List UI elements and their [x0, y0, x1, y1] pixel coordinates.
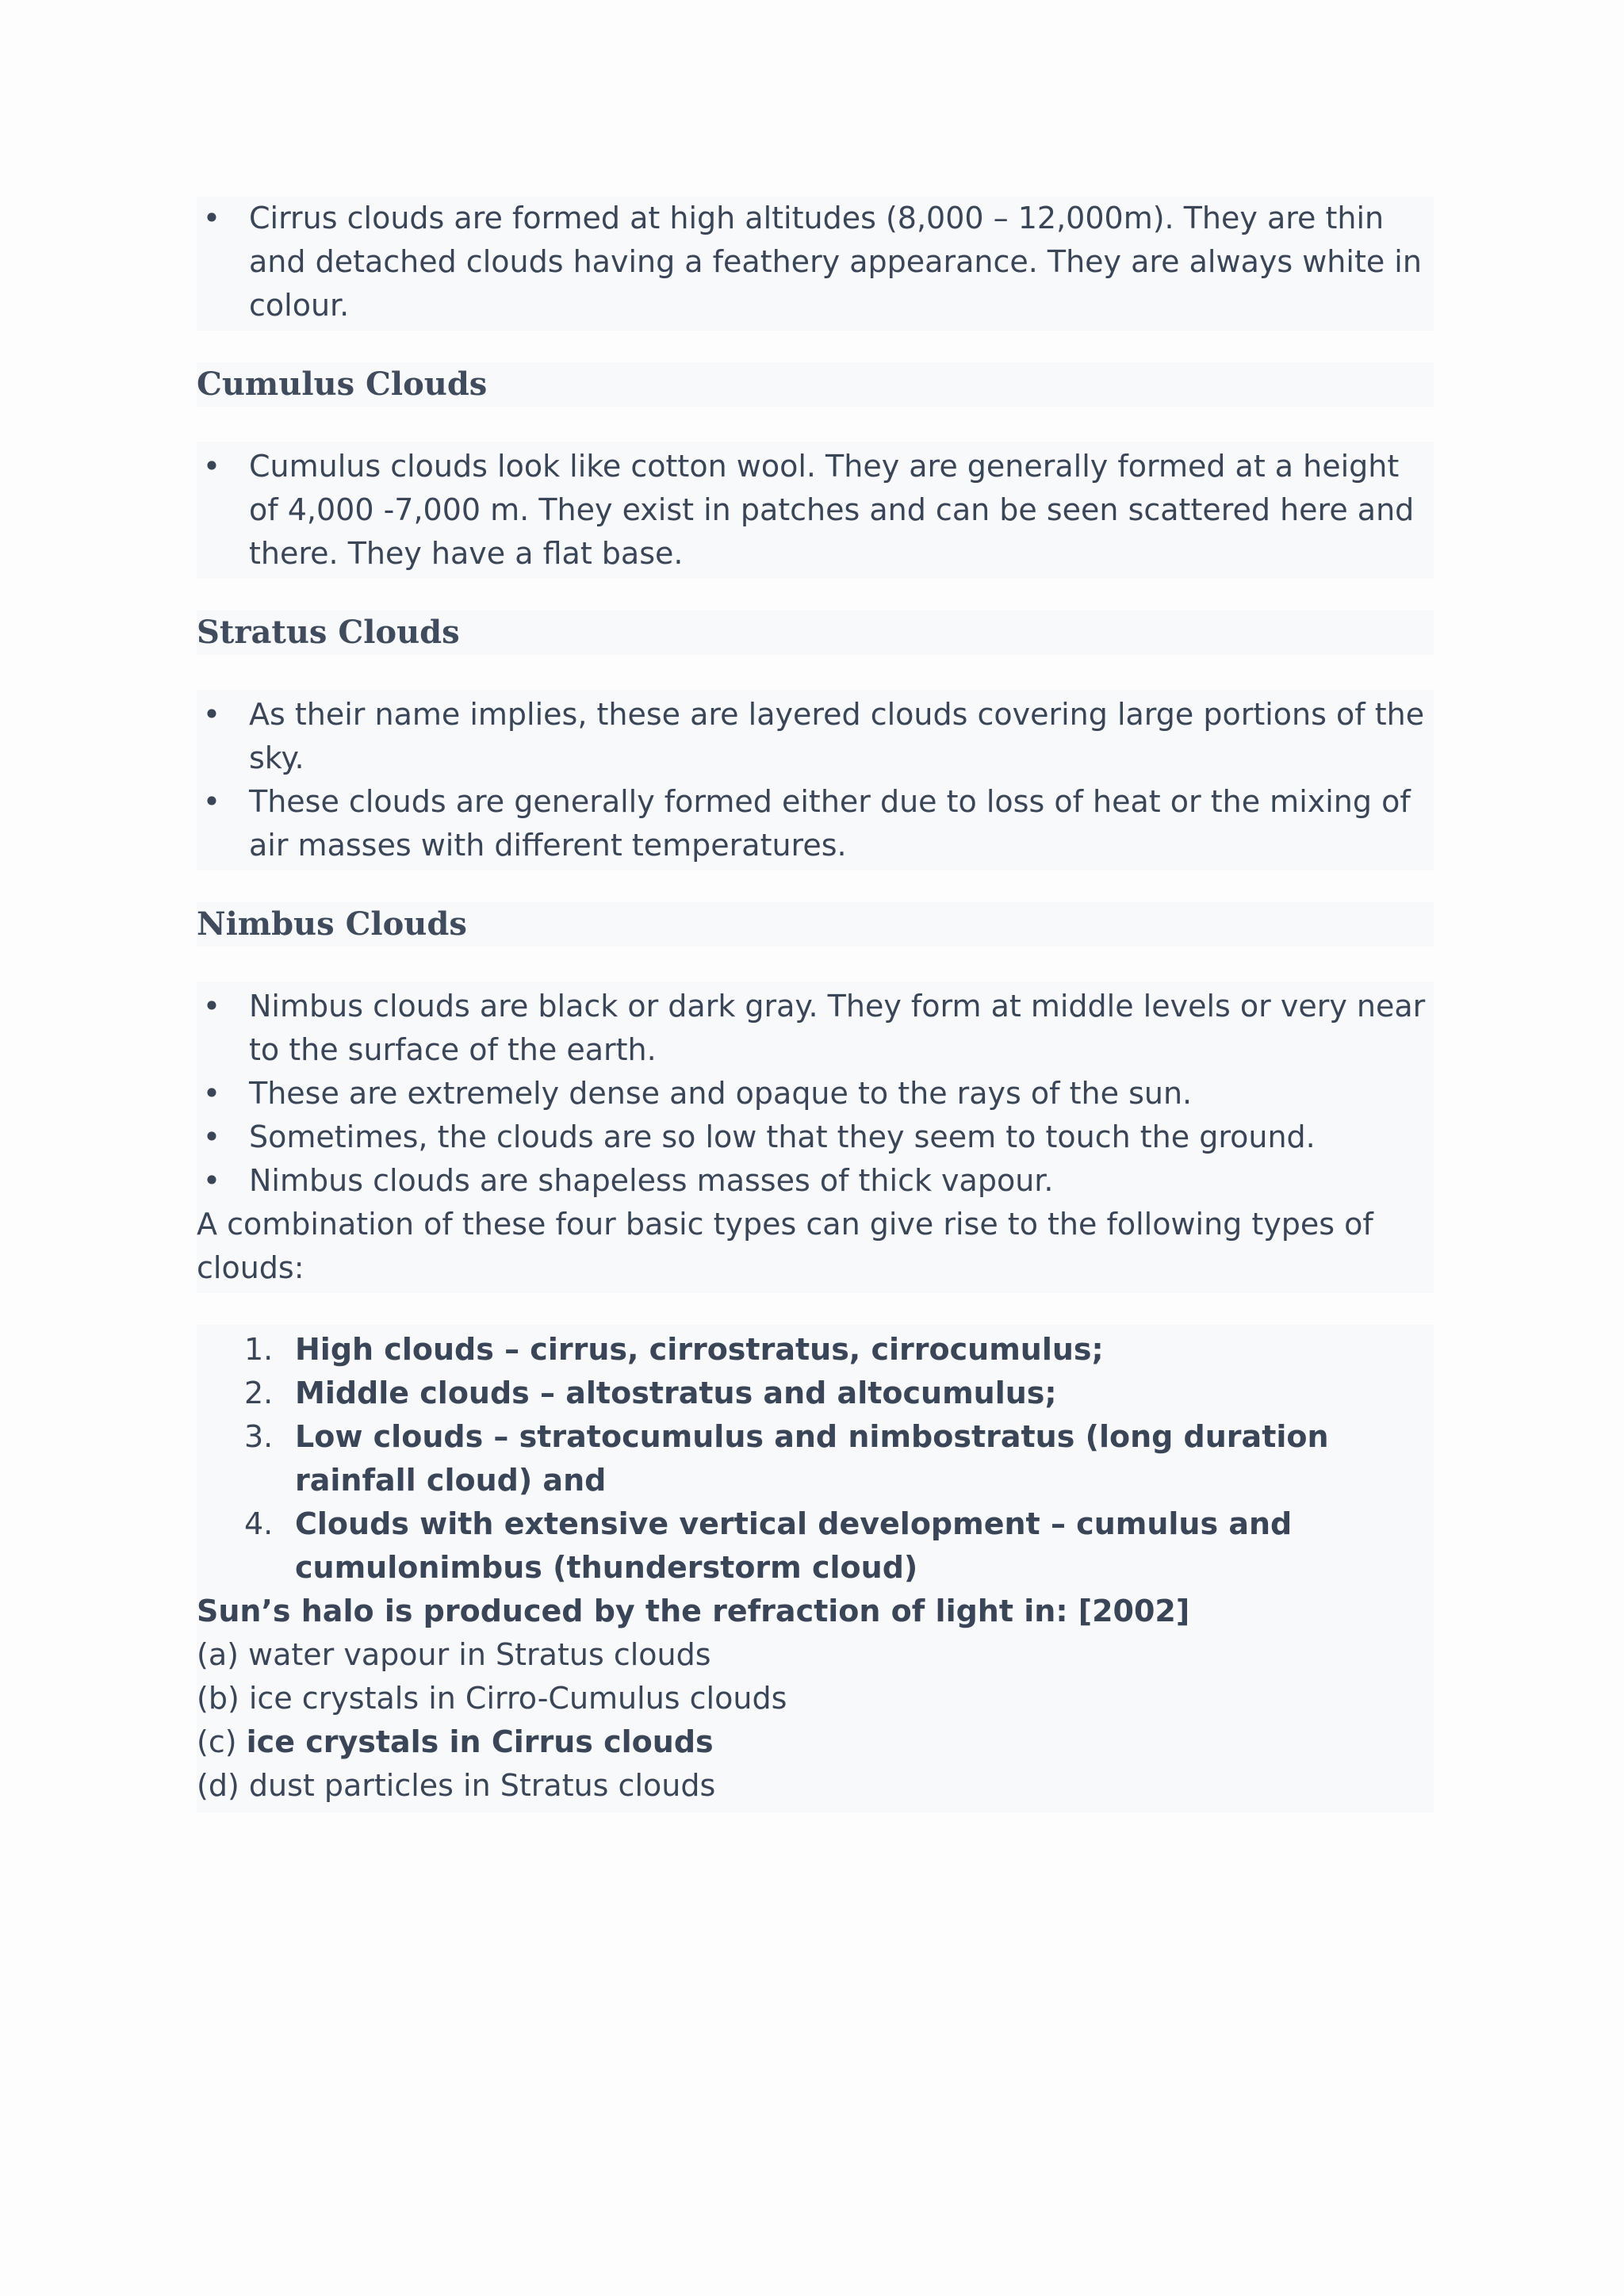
list-item-text: Cumulus clouds look like cotton wool. They are generally formed at a height of 4,000 -7,000 m. They exist in patches and can be seen scattered here and there. They have a flat base. [249, 449, 1415, 571]
cirrus-bullet-list [197, 197, 1434, 331]
list-item-text: Sometimes, the clouds are so low that they seem to touch the ground. [249, 1119, 1316, 1154]
list-number: 4. [244, 1506, 274, 1541]
option-label: (b) [197, 1681, 239, 1716]
list-item-text: High clouds – cirrus, cirrostratus, cirrocumulus; [295, 1332, 1104, 1367]
nimbus-block [197, 982, 1434, 1293]
bullet-icon: • [202, 449, 221, 484]
option-d [197, 1764, 1434, 1812]
document-content [197, 197, 1434, 1812]
list-item [197, 1415, 1434, 1502]
bullet-icon: • [202, 1163, 221, 1198]
bullet-icon: • [202, 697, 221, 732]
bullet-icon: • [202, 1076, 221, 1111]
stratus-bullet-list [197, 690, 1434, 871]
list-item-text: Nimbus clouds are black or dark gray. They form at middle levels or very near to the surface of the earth. [249, 989, 1426, 1067]
list-item [197, 1372, 1434, 1415]
list-item [197, 1159, 1434, 1203]
list-item [197, 1115, 1434, 1159]
combination-paragraph: A combination of these four basic types can give rise to the following types of clouds: [197, 1207, 1373, 1285]
list-item-text: Nimbus clouds are shapeless masses of thick vapour. [249, 1163, 1054, 1198]
option-b [197, 1677, 1434, 1720]
bullet-icon: • [202, 784, 221, 819]
bullet-icon: • [202, 1119, 221, 1154]
cloud-types-list [197, 1325, 1434, 1590]
cloud-types-block [197, 1325, 1434, 1812]
list-item [197, 1502, 1434, 1590]
list-number: 3. [244, 1419, 274, 1454]
cumulus-heading: Cumulus Clouds [197, 362, 1434, 407]
option-text: ice crystals in Cirro-Cumulus clouds [248, 1681, 787, 1716]
option-label: (d) [197, 1768, 239, 1803]
list-item-text: These are extremely dense and opaque to the rays of the sun. [249, 1076, 1193, 1111]
nimbus-heading: Nimbus Clouds [197, 902, 1434, 947]
option-text-correct: ice crystals in Cirrus clouds [246, 1724, 714, 1759]
list-number: 1. [244, 1332, 274, 1367]
stratus-heading: Stratus Clouds [197, 610, 1434, 655]
bullet-icon: • [202, 201, 221, 235]
nimbus-bullet-list [197, 982, 1434, 1203]
list-item [197, 693, 1434, 780]
list-item-text: Cirrus clouds are formed at high altitudes (8,000 – 12,000m). They are thin and detached clouds having a feathery appearance. They are always white in colour. [249, 201, 1422, 323]
option-c [197, 1720, 1434, 1764]
bullet-icon: • [202, 989, 221, 1024]
option-text: water vapour in Stratus clouds [248, 1637, 711, 1672]
list-item [197, 780, 1434, 867]
list-item [197, 445, 1434, 576]
list-item-text: Clouds with extensive vertical development – cumulus and cumulonimbus (thunderstorm cloud) [295, 1506, 1293, 1585]
list-item [197, 1328, 1434, 1372]
list-item [197, 197, 1434, 327]
list-number: 2. [244, 1376, 274, 1410]
option-label: (a) [197, 1637, 239, 1672]
cumulus-bullet-list [197, 442, 1434, 579]
list-item [197, 985, 1434, 1072]
list-item-text: Low clouds – stratocumulus and nimbostratus (long duration rainfall cloud) and [295, 1419, 1329, 1498]
option-a [197, 1633, 1434, 1677]
question-prompt: Sun’s halo is produced by the refraction of light in: [2002] [197, 1594, 1190, 1628]
option-label: (c) [197, 1724, 237, 1759]
list-item-text: As their name implies, these are layered clouds covering large portions of the sky. [249, 697, 1425, 775]
list-item [197, 1072, 1434, 1115]
list-item-text: Middle clouds – altostratus and altocumulus; [295, 1376, 1057, 1410]
list-item-text: These clouds are generally formed either due to loss of heat or the mixing of air masses with different temperatures. [249, 784, 1411, 863]
option-text: dust particles in Stratus clouds [248, 1768, 716, 1803]
